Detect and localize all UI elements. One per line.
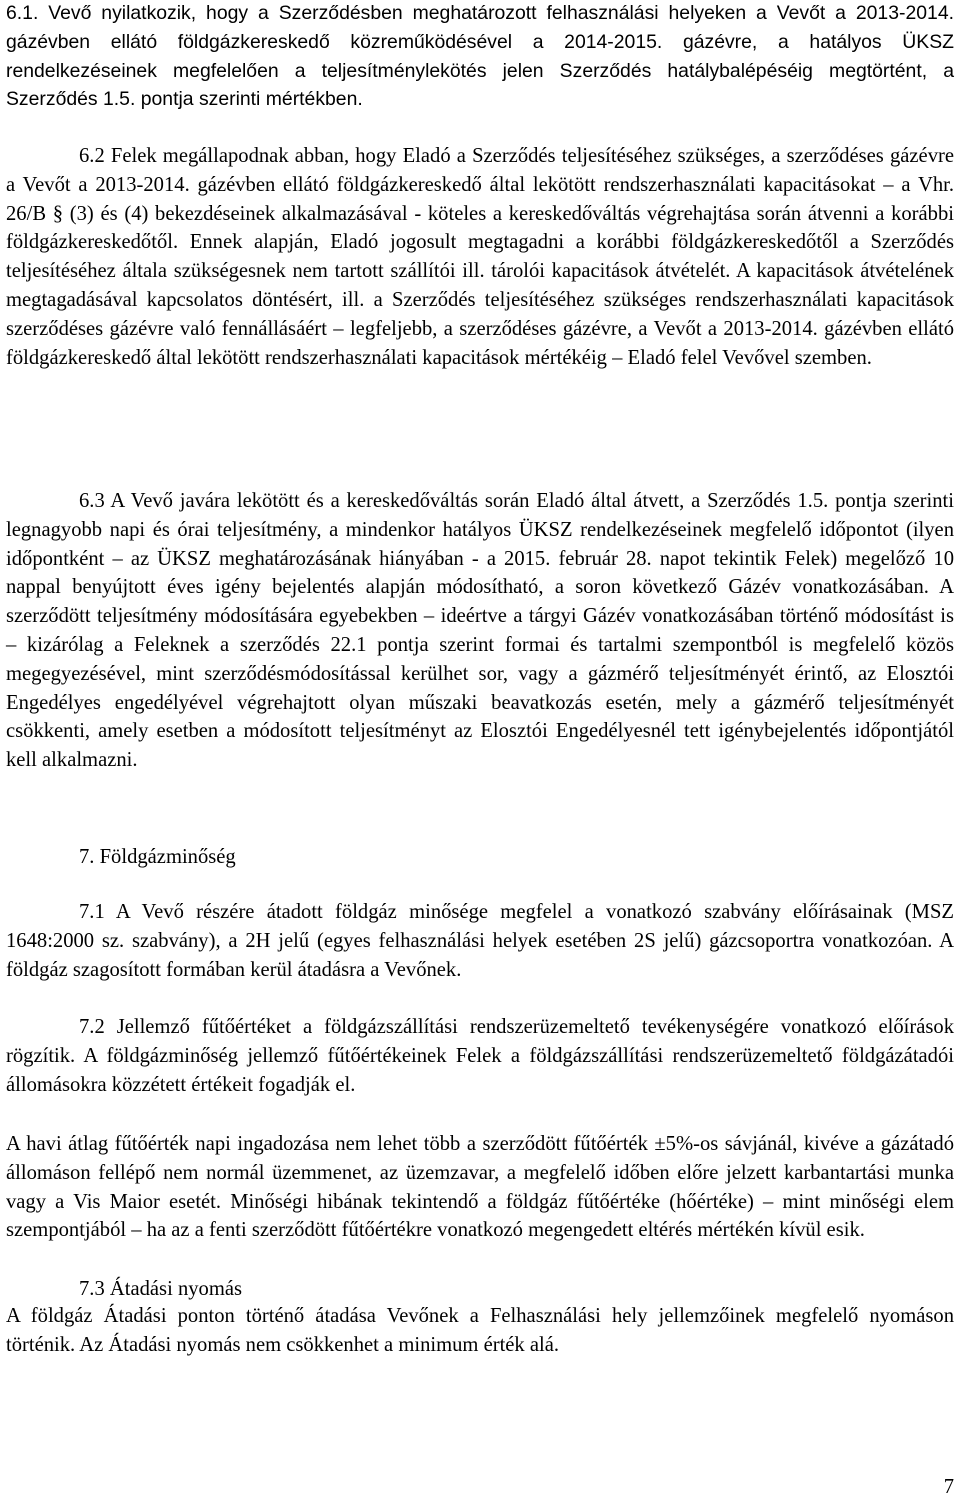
- paragraph-7-2-continued: A havi átlag fűtőérték napi ingadozása nem lehet több a szerződött fűtőérték ±5%-os sávjánál, kivéve a gázátadó állomáson fellépő nem normál üzemmenet, az üzemzavar, a megfelelő időben előre jelzett karbantartási munka vagy a Vis Maior esetét. Minőségi hibának tekintendő a földgáz fűtőértéke (hőértéke) – mint minőségi elem szempontjából – ha az a fenti szerződött fűtőértékre vonatkozó megengedett eltérés mértékén kívül esik.: [6, 1133, 954, 1242]
- page-number: 7: [943, 1476, 954, 1498]
- paragraph-7-2: 7.2 Jellemző fűtőértéket a földgázszállítási rendszerüzemeltető tevékenységére vonatkozó előírások rögzítik. A földgázminőség jellemző fűtőértékeinek Felek a földgázszállítási rendszerüzemeltető földgázátadói állomásokra közzétett értékeit fogadják el.: [6, 1016, 954, 1096]
- paragraph-6-3: 6.3 A Vevő javára lekötött és a kereskedőváltás során Eladó által átvett, a Szerződés 1.5. pontja szerinti legnagyobb napi és órai teljesítmény, a mindenkor hatályos ÜKSZ rendelkezéseinek megfelelő időpontot (ilyen időpontként – az ÜKSZ meghatározásának hiányában - a 2015. február 28. napot tekintik Felek) megelőző 10 nappal benyújtott éves igény bejelentés alapján módosítható, a soron következő Gázév vonatkozásában. A szerződött teljesítmény módosítására egyebekben – ideértve a tárgyi Gázév vonatkozásában történő módosítást is – kizárólag a Feleknek a szerződés 22.1 pontja szerint formai és tartalmi szempontból is megfelelő közös megegyezésével, mint szerződésmódosítással kerülhet sor, vagy a gázmérő teljesítményét érintő, az Elosztói Engedélyes engedélyével végrehajtott olyan műszaki beavatkozás esetén, mely a gázmérő teljesítményét csökkenti, amely esetben a módosított teljesítményt az Elosztói Engedélyesnél tett igénybejelentés időpontjától kell alkalmazni.: [6, 490, 954, 772]
- paragraph-6-1: 6.1. Vevő nyilatkozik, hogy a Szerződésben meghatározott felhasználási helyeken a Vevőt a 2013-2014. gázévben ellátó földgázkereskedő közreműködésével a 2014-2015. gázévre, a hatályos ÜKSZ rendelkezéseinek megfelelően a teljesítménylekötés jelen Szerződés hatálybalépéséig megtörtént, a Szerződés 1.5. pontja szerinti mértékben.: [6, 2, 954, 111]
- paragraph-6-2: 6.2 Felek megállapodnak abban, hogy Eladó a Szerződés teljesítéséhez szükséges, a szerződéses gázévre a Vevőt a 2013-2014. gázévben ellátó földgázkereskedő által lekötött rendszerhasználati kapacitásokat – a Vhr. 26/B § (3) és (4) bekezdéseinek alkalmazásával - köteles a kereskedőváltás végrehajtása során átvenni a korábbi földgázkereskedőtől. Ennek alapján, Eladó jogosult megtagadni a korábbi földgázkereskedőtől a Szerződés teljesítéséhez általa szükségesnek nem tartott szállítói ill. tárolói kapacitások átvételét. A kapacitások átvételének megtagadásával kapcsolatos döntésért, ill. a Szerződés teljesítéséhez szükséges rendszerhasználati kapacitások szerződéses gázévre való fennállásáért – legfeljebb, a szerződéses gázévre, a Vevőt a 2013-2014. gázévben ellátó földgázkereskedő által lekötött rendszerhasználati kapacitások mértékéig – Eladó felel Vevővel szemben.: [6, 145, 954, 369]
- section-heading-7: 7. Földgázminőség: [79, 846, 236, 868]
- paragraph-7-1: 7.1 A Vevő részére átadott földgáz minősége megfelel a vonatkozó szabvány előírásainak (MSZ 1648:2000 sz. szabvány), a 2H jelű (egyes felhasználási helyek esetében 2S jelű) gázcsoportra vonatkozóan. A földgáz szagosított formában kerül átadásra a Vevőnek.: [6, 901, 954, 981]
- section-heading-7-3: 7.3 Átadási nyomás: [79, 1278, 243, 1300]
- paragraph-7-3: A földgáz Átadási ponton történő átadása Vevőnek a Felhasználási hely jellemzőinek megfelelő nyomáson történik. Az Átadási nyomás nem csökkenhet a minimum érték alá.: [6, 1305, 954, 1356]
